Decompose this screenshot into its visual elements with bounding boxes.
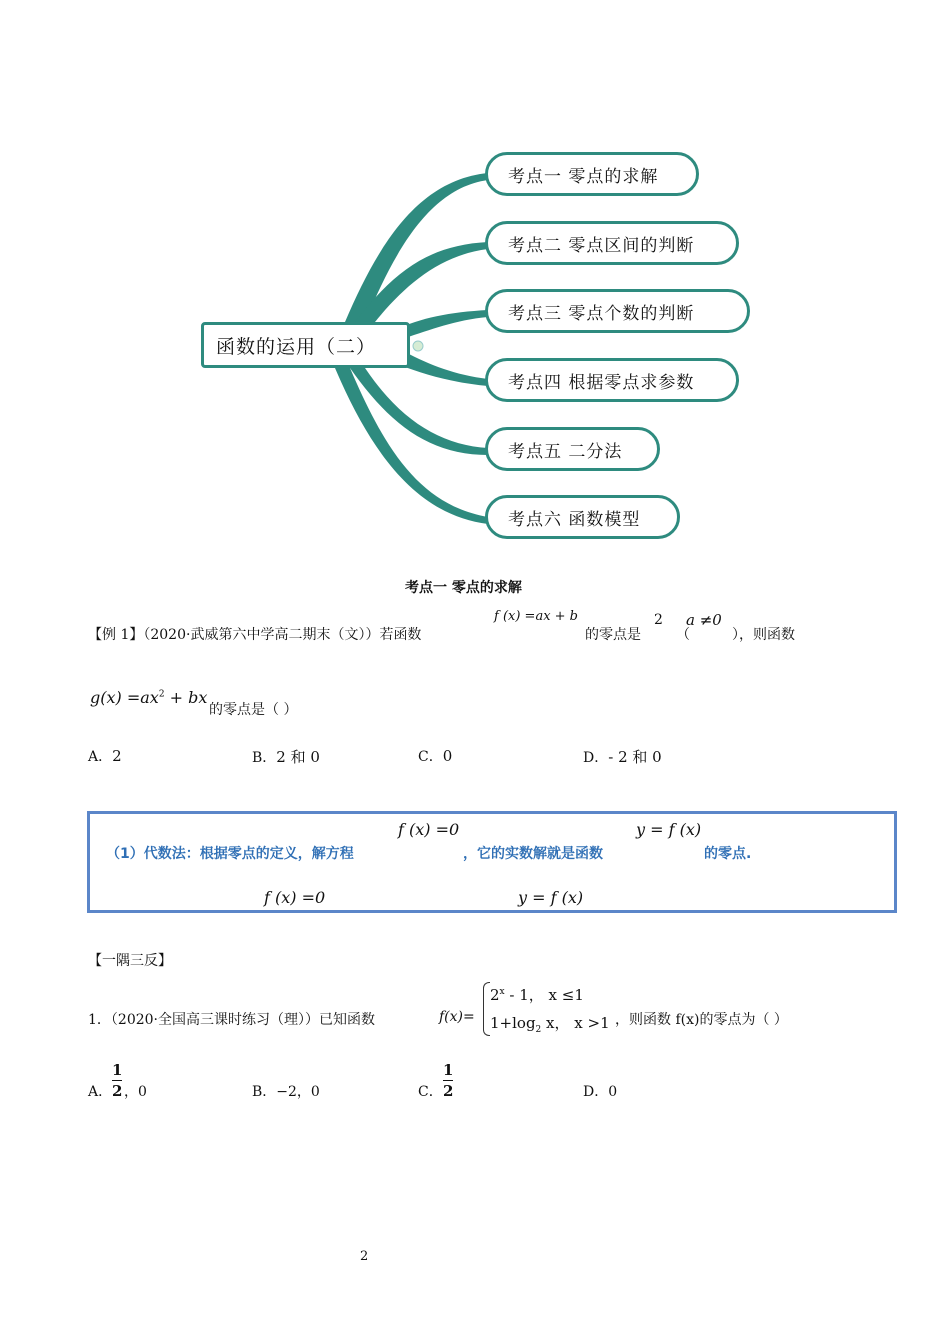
option-a-value: 2 — [112, 747, 122, 765]
method-y-equation: y = f (x) — [636, 820, 702, 839]
method-f-equation: f (x) =0 — [398, 820, 460, 839]
mindmap-branch-6: 考点六 函数模型 — [485, 495, 680, 539]
fraction-a-num: 1 — [112, 1061, 123, 1079]
method-f-equation-2: f (x) =0 — [264, 888, 326, 907]
fraction-c-den: 2 — [443, 1082, 454, 1100]
piece-1-base: 2 — [490, 986, 500, 1004]
practice-question-lead: 1．（2020·全国高三课时练习（理））已知函数 — [88, 1012, 375, 1028]
method-text-b: ，它的实数解就是函数 — [463, 846, 603, 862]
zero-text: 的零点是 — [585, 627, 641, 643]
g-expression — [90, 688, 207, 707]
option-d — [583, 746, 662, 767]
question-text: 的零点是（ ） — [209, 702, 298, 718]
collapse-dot-icon — [413, 341, 423, 351]
piece-1-rest: - 1， x ≤1 — [504, 986, 584, 1004]
method-y-equation-2: y = f (x) — [518, 888, 584, 907]
option-b — [252, 746, 320, 767]
fraction-c — [443, 1061, 453, 1100]
practice-option-b-value: −2，0 — [276, 1084, 320, 1100]
option-c-value: 0 — [442, 747, 453, 765]
mindmap-branch-1: 考点一 零点的求解 — [485, 152, 699, 196]
example-tag — [88, 624, 421, 644]
piece-2-subscript: 2 — [535, 1025, 542, 1035]
option-a — [88, 746, 122, 766]
option-b-label: B． — [252, 750, 277, 766]
option-d-value: - 2 和 0 — [608, 748, 662, 766]
g-exponent: 2 — [158, 689, 165, 700]
mindmap-connectors — [0, 0, 950, 600]
practice-option-d — [583, 1081, 617, 1101]
mindmap-branch-4: 考点四 根据零点求参数 — [485, 358, 739, 402]
method-text-a: （1）代数法：根据零点的定义，解方程 — [106, 846, 354, 862]
option-d-label: D． — [583, 750, 609, 766]
example-source: （2020·武威第六中学高二期末（文））若函数 — [143, 627, 422, 643]
practice-tag: 【一隅三反】 — [88, 953, 172, 969]
practice-option-a-value: ，0 — [124, 1084, 147, 1100]
condition-expression: a ≠0 — [686, 611, 722, 629]
f-expression: f (x) =ax + b — [494, 609, 579, 624]
option-c — [418, 746, 452, 766]
practice-question-tail: ，则函数 f(x)的零点为（ ） — [615, 1012, 788, 1028]
zero-value: 2 — [654, 612, 663, 628]
g-expression-main: g(x) =ax — [90, 688, 159, 707]
method-text-c: 的零点. — [704, 846, 752, 862]
mindmap-root: 函数的运用（二） — [201, 322, 410, 368]
practice-option-b-label: B． — [252, 1084, 277, 1100]
fraction-a — [112, 1061, 122, 1100]
mindmap-branch-5: 考点五 二分法 — [485, 427, 660, 471]
example-label: 【例 1】 — [88, 627, 144, 643]
option-c-label: C． — [418, 749, 443, 765]
piece-2-rest: x， x >1 — [541, 1014, 610, 1032]
practice-function-name: f(x)= — [439, 1009, 475, 1025]
piece-1-exponent: x — [499, 987, 505, 997]
mindmap-branch-2: 考点二 零点区间的判断 — [485, 221, 739, 265]
practice-option-b — [252, 1081, 320, 1101]
fraction-a-den: 2 — [112, 1082, 123, 1100]
fraction-c-num: 1 — [443, 1061, 454, 1079]
piece-2-base: 1+log — [490, 1014, 536, 1032]
page-number: 2 — [360, 1249, 369, 1264]
then-function-text: ），则函数 — [732, 627, 795, 643]
practice-option-c-label: C． — [418, 1084, 443, 1100]
practice-option-d-label: D． — [583, 1084, 609, 1100]
practice-option-a-label: A． — [88, 1084, 113, 1100]
option-a-label: A． — [88, 749, 113, 765]
piece-1 — [490, 984, 584, 1005]
piecewise-brace — [483, 982, 490, 1036]
mindmap-branch-3: 考点三 零点个数的判断 — [485, 289, 750, 333]
section-title: 考点一 零点的求解 — [405, 580, 522, 596]
g-expression-rest: + bx — [164, 688, 208, 707]
piece-2 — [490, 1012, 610, 1035]
practice-option-d-value: 0 — [608, 1084, 618, 1100]
option-b-value: 2 和 0 — [276, 748, 320, 766]
cond-open: （ — [676, 627, 690, 643]
